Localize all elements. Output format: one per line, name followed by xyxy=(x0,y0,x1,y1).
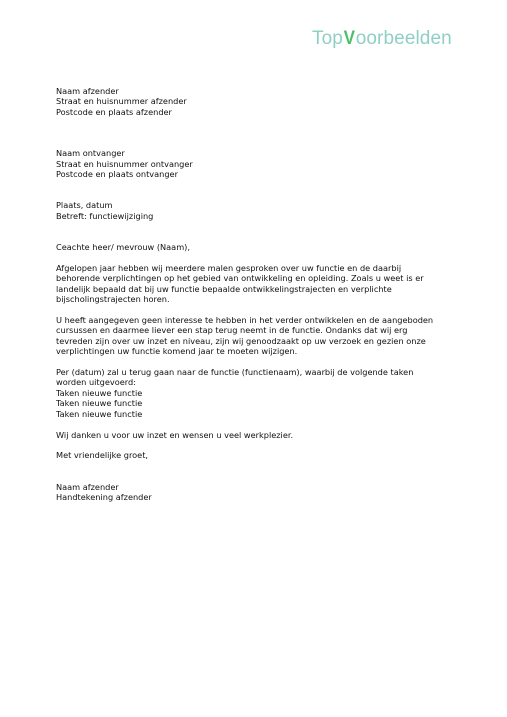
task-item: Taken nieuwe functie xyxy=(56,387,143,398)
paragraph-line: tevreden zijn over uw inzet en niveau, zijn wij genoodzaakt op uw verzoek en gezien onze xyxy=(56,335,426,346)
paragraph-line: verplichtingen uw functie komend jaar te moeten wijzigen. xyxy=(56,346,298,357)
paragraph-line: bijscholingstrajecten horen. xyxy=(56,294,170,305)
task-item: Taken nieuwe functie xyxy=(56,398,143,409)
salutation xyxy=(56,242,456,252)
paragraph-line: cursussen en daarmee liever een stap terug neemt in de functie. Ondanks dat wij erg xyxy=(56,325,408,336)
paragraph-4 xyxy=(56,430,456,440)
sender-postcode: Postcode en plaats afzender xyxy=(56,106,172,117)
paragraph-line: worden uitgevoerd: xyxy=(56,377,136,388)
letter-body xyxy=(56,86,456,503)
paragraph-1 xyxy=(56,263,456,305)
closing xyxy=(56,450,456,460)
recipient-postcode: Postcode en plaats ontvanger xyxy=(56,169,178,180)
place-date: Plaats, datum xyxy=(56,200,113,211)
logo-text-voorbeelden: oorbeelden xyxy=(355,28,452,49)
paragraph-line: Wij danken u voor uw inzet en wensen u veel werkplezier. xyxy=(56,429,294,440)
subject-line: Betreft: functiewijziging xyxy=(56,210,154,221)
sender-street: Straat en huisnummer afzender xyxy=(56,96,187,107)
signature-block xyxy=(56,482,456,503)
logo-text-top: Top xyxy=(312,28,343,49)
sender-address xyxy=(56,86,456,117)
closing-text: Met vriendelijke groet, xyxy=(56,450,149,461)
recipient-name: Naam ontvanger xyxy=(56,148,125,159)
signature-line: Handtekening afzender xyxy=(56,492,152,503)
paragraph-2 xyxy=(56,315,456,357)
topvoorbeelden-logo xyxy=(312,28,452,50)
signature-name: Naam afzender xyxy=(56,481,119,492)
task-item: Taken nieuwe functie xyxy=(56,408,143,419)
salutation-text: Ceachte heer/ mevrouw (Naam), xyxy=(56,242,190,253)
paragraph-line: Per (datum) zal u terug gaan naar de functie (functienaam), waarbij de volgende taken xyxy=(56,367,414,378)
paragraph-line: behorende verplichtingen op het gebied van ontwikkeling en opleiding. Zoals u weet is er xyxy=(56,273,424,284)
letter-meta xyxy=(56,200,456,221)
recipient-street: Straat en huisnummer ontvanger xyxy=(56,158,193,169)
paragraph-3 xyxy=(56,367,456,419)
sender-name: Naam afzender xyxy=(56,86,119,96)
paragraph-line: U heeft aangegeven geen interesse te hebben in het verder ontwikkelen en de aangeboden xyxy=(56,315,434,326)
recipient-address xyxy=(56,148,456,179)
logo-checkmark-v: V xyxy=(343,28,356,49)
paragraph-line: Afgelopen jaar hebben wij meerdere malen gesproken over uw functie en de daarbij xyxy=(56,263,402,274)
paragraph-line: landelijk bepaald dat bij uw functie bepaalde ontwikkelingstrajecten en verplichte xyxy=(56,283,392,294)
